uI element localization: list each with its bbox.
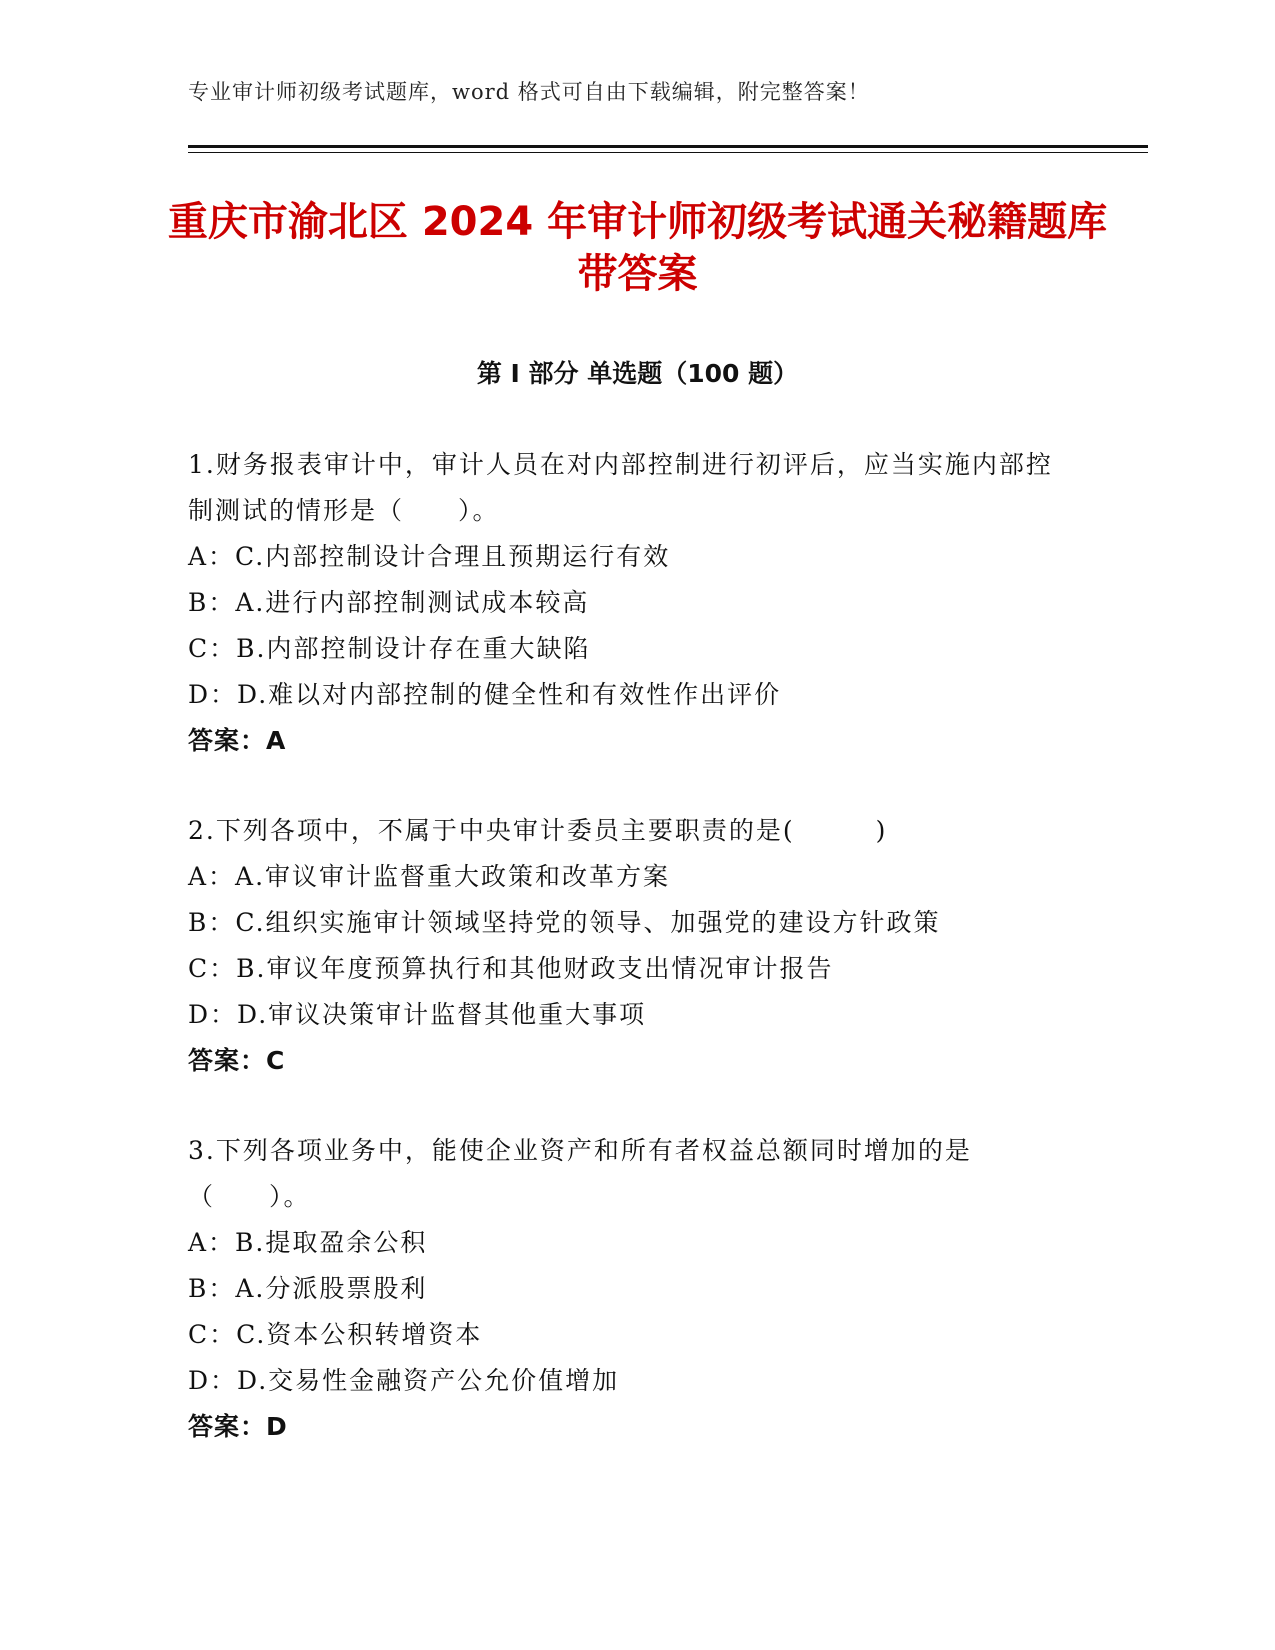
question-list [188,442,1068,1494]
option-c: C：B.审议年度预算执行和其他财政支出情况审计报告 [188,954,834,983]
document-title: 重庆市渝北区 2024 年审计师初级考试通关秘籍题库带答案 [167,199,1108,297]
header-note: 专业审计师初级考试题库，word 格式可自由下载编辑，附完整答案！ [188,80,870,104]
answer: 答案：A [188,726,287,755]
question-3 [188,1128,1068,1450]
question-2 [188,808,1068,1084]
option-b: B：A.进行内部控制测试成本较高 [188,588,590,617]
option-d: D：D.难以对内部控制的健全性和有效性作出评价 [188,680,782,709]
question-stem: 2.下列各项中，不属于中央审计委员主要职责的是( ) [188,816,888,845]
option-c: C：B.内部控制设计存在重大缺陷 [188,634,591,663]
option-d: D：D.审议决策审计监督其他重大事项 [188,1000,647,1029]
option-a: A：B.提取盈余公积 [188,1228,428,1257]
option-b: B：C.组织实施审计领域坚持党的领导、加强党的建设方针政策 [188,908,941,937]
question-stem: 3.下列各项业务中，能使企业资产和所有者权益总额同时增加的是（ ）。 [188,1136,972,1211]
option-d: D：D.交易性金融资产公允价值增加 [188,1366,620,1395]
option-a: A：A.审议审计监督重大政策和改革方案 [188,862,671,891]
option-a: A：C.内部控制设计合理且预期运行有效 [188,542,671,571]
answer: 答案：D [188,1412,288,1441]
section-title: 第 I 部分 单选题（100 题） [476,359,799,388]
header-rule-thin [188,152,1148,153]
option-c: C：C.资本公积转增资本 [188,1320,483,1349]
option-b: B：A.分派股票股利 [188,1274,428,1303]
question-1 [188,442,1068,764]
answer: 答案：C [188,1046,286,1075]
header-rule-thick [188,145,1148,148]
question-stem: 1.财务报表审计中，审计人员在对内部控制进行初评后，应当实施内部控制测试的情形是（ ）。 [188,450,1053,525]
